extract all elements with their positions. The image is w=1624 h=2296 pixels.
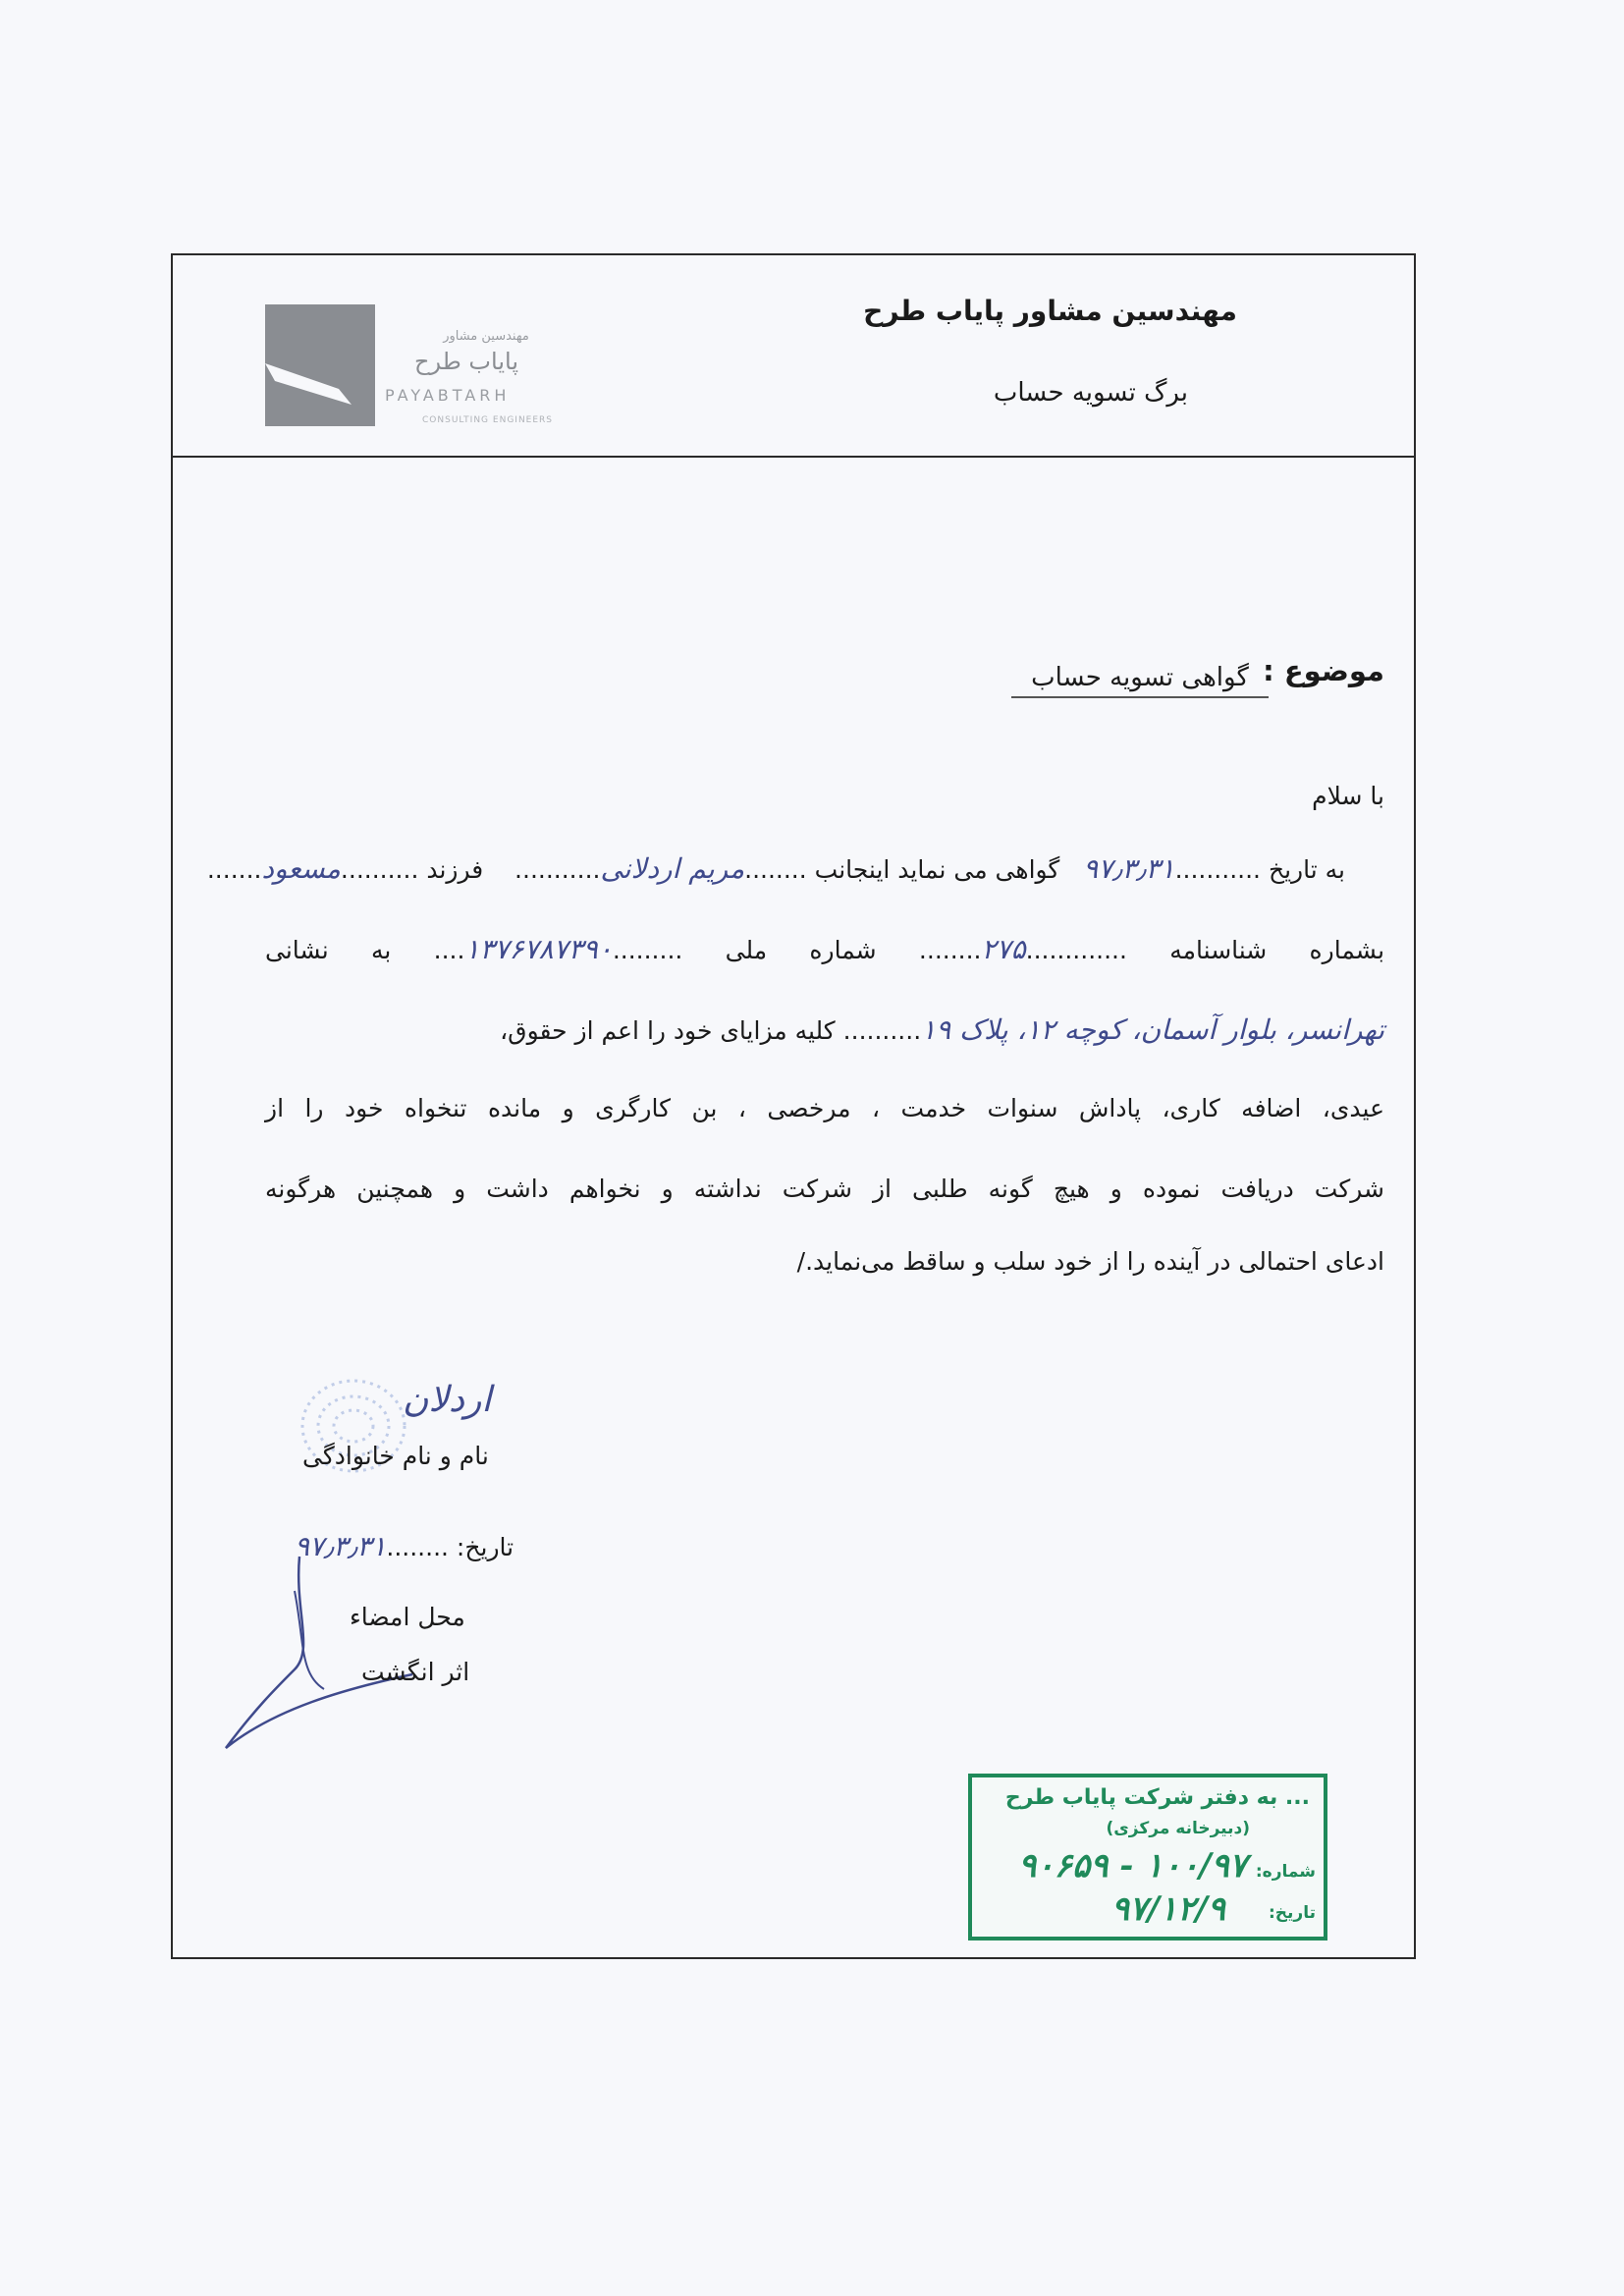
dots: .......... <box>340 855 419 884</box>
body-line-6: ادعای احتمالی در آینده را از خود سلب و ساقط می‌نماید./ <box>796 1247 1384 1276</box>
dots: ............. <box>1025 936 1127 964</box>
line3-address: تهرانسر، بلوار آسمان، کوچه ۱۲، پلاک ۱۹ <box>921 1013 1384 1046</box>
sign-place-label: محل امضاء <box>350 1603 465 1631</box>
company-logo <box>265 302 638 432</box>
name-label: نام و نام خانوادگی <box>302 1442 489 1470</box>
dots: ........ <box>918 936 982 964</box>
line1-text-2: گواهی می نماید اینجانب <box>814 855 1060 884</box>
line2-id-number: ۲۷۵ <box>981 933 1026 965</box>
fingerprint-label: اثر انگشت <box>361 1658 470 1686</box>
line2-text-1: بشماره شناسنامه <box>1169 936 1385 964</box>
logo-square <box>265 304 375 426</box>
stamp-subtitle: (دبیرخانه مرکزی) <box>1106 1819 1250 1838</box>
form-title: برگ تسویه حساب <box>993 378 1188 408</box>
date-value: ۹۷٫۳٫۳۱ <box>295 1530 387 1562</box>
body-line-2 <box>265 933 1384 965</box>
company-name: مهندسین مشاور پایاب طرح <box>863 295 1237 327</box>
subject-value: گواهی تسویه حساب <box>1011 663 1269 698</box>
line1-date: ۹۷٫۳٫۳۱ <box>1083 852 1175 885</box>
stamp-number-label: شماره: <box>1255 1862 1316 1882</box>
dots: ........... <box>1174 855 1261 884</box>
line1-name: مریم اردلانی <box>600 852 745 885</box>
body-line-3 <box>265 1013 1384 1046</box>
dots: ........ <box>386 1533 449 1561</box>
logo-persian-name: پایاب طرح <box>413 348 519 375</box>
line1-text-3: فرزند <box>426 855 484 884</box>
logo-latin-name: PAYABTARH <box>385 386 511 405</box>
line2-national-id: ۱۳۷۶۷۸۷۳۹۰ <box>464 933 613 965</box>
line2-text-2: شماره ملی <box>725 936 877 964</box>
line3-text-1: کلیه مزایای خود را اعم از حقوق، <box>500 1016 836 1045</box>
greeting: با سلام <box>1312 782 1384 810</box>
stamp-date-label: تاریخ: <box>1269 1903 1316 1923</box>
dots: ....... <box>206 855 262 884</box>
dots: ......... <box>612 936 683 964</box>
dots: .......... <box>842 1016 922 1045</box>
logo-persian-small: مهندسین مشاور <box>443 329 529 344</box>
dots: ........ <box>744 855 807 884</box>
stamp-number: ۱۰۰/۹۷ - ۹۰۶۵۹ <box>1018 1846 1247 1886</box>
handwritten-name: اردلان <box>403 1380 492 1420</box>
date-label: تاریخ: <box>456 1533 514 1561</box>
logo-latin-sub: CONSULTING ENGINEERS <box>422 415 554 425</box>
dots: ........... <box>514 855 601 884</box>
line2-text-3: به نشانی <box>265 936 392 964</box>
stamp-title: ... به دفتر شرکت پایاب طرح <box>1004 1785 1310 1810</box>
body-line-5: شرکت دریافت نموده و هیچ گونه طلبی از شرکت نداشته و نخواهم داشت و همچنین هرگونه <box>265 1175 1384 1203</box>
line1-text-1: به تاریخ <box>1268 855 1345 884</box>
subject-label: موضوع : <box>1263 654 1384 687</box>
dots: .... <box>433 936 465 964</box>
body-line-1 <box>206 852 1345 885</box>
date-row <box>295 1530 514 1562</box>
registration-stamp <box>968 1774 1327 1941</box>
line1-father: مسعود <box>261 852 341 885</box>
body-line-4: عیدی، اضافه کاری، پاداش سنوات خدمت ، مرخصی ، بن کارگری و مانده تنخواه خود را از <box>265 1094 1384 1122</box>
stamp-date: ۹۷/۱۲/۹ <box>1110 1889 1225 1929</box>
header-divider <box>171 456 1416 458</box>
